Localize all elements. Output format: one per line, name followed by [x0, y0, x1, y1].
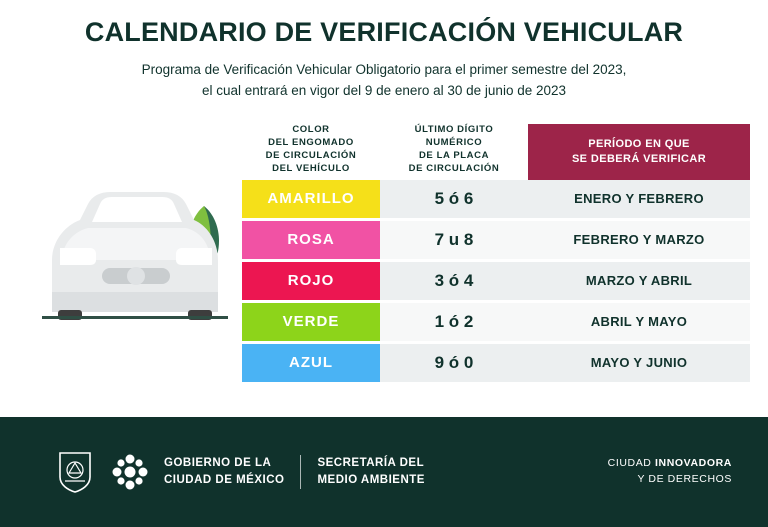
column-header-color-line3: DE CIRCULACIÓN	[265, 149, 357, 161]
national-shield-icon	[58, 451, 92, 493]
government-name-line2: CIUDAD DE MÉXICO	[164, 474, 285, 486]
cell-period: FEBRERO Y MARZO	[528, 221, 750, 259]
column-header-color-line2: DEL ENGOMADO	[268, 137, 354, 149]
column-header-color	[242, 124, 380, 179]
secretariat-name-line1: SECRETARÍA DEL	[317, 457, 425, 470]
column-header-period-line1: PERÍODO EN QUE	[588, 137, 690, 150]
cell-period: ABRIL Y MAYO	[528, 303, 750, 341]
subtitle-line-2: el cual entrará en vigor del 9 de enero al 30 de junio de 2023	[201, 82, 566, 98]
calendar-table	[242, 108, 750, 385]
cell-color: ROSA	[242, 221, 380, 259]
column-header-period	[528, 124, 750, 180]
cell-digit: 9 ó 0	[380, 344, 528, 382]
cell-digit: 5 ó 6	[380, 180, 528, 218]
footer-slogan-line2: Y DE DERECHOS	[637, 473, 732, 485]
column-header-digit-line4: DE CIRCULACIÓN	[408, 162, 500, 174]
body-area	[0, 102, 768, 402]
footer-divider	[300, 455, 301, 489]
cell-period: MAYO Y JUNIO	[528, 344, 750, 382]
table-row	[242, 303, 750, 341]
cell-period: MARZO Y ABRIL	[528, 262, 750, 300]
table-row	[242, 344, 750, 382]
government-name	[164, 455, 284, 488]
table-row	[242, 262, 750, 300]
column-header-digit-line1: ÚLTIMO DÍGITO	[414, 124, 494, 136]
cdmx-logo-icon	[110, 452, 150, 492]
column-header-digit	[380, 124, 528, 179]
cell-color: AMARILLO	[242, 180, 380, 218]
cell-color: AZUL	[242, 344, 380, 382]
footer-slogan-line1-bold: INNOVADORA	[655, 457, 732, 470]
footer-slogan	[608, 456, 732, 488]
secretariat-name-line2: MEDIO AMBIENTE	[317, 474, 425, 486]
car-illustration	[18, 164, 233, 329]
page-title: CALENDARIO DE VERIFICACIÓN VEHICULAR	[84, 17, 684, 47]
cell-color: VERDE	[242, 303, 380, 341]
cell-color: ROJO	[242, 262, 380, 300]
footer	[0, 417, 768, 527]
secretariat-name	[317, 455, 425, 488]
header	[0, 0, 768, 102]
subtitle-line-1: Programa de Verificación Vehicular Obligatorio para el primer semestre del 2023,	[141, 61, 627, 77]
cell-digit: 1 ó 2	[380, 303, 528, 341]
cell-digit: 7 u 8	[380, 221, 528, 259]
footer-slogan-line1-plain: CIUDAD	[607, 457, 656, 470]
column-header-period-line2: SE DEBERÁ VERIFICAR	[571, 152, 707, 165]
government-name-line1: GOBIERNO DE LA	[164, 457, 272, 470]
table-header-row	[242, 108, 750, 180]
table-row	[242, 221, 750, 259]
cell-period: ENERO Y FEBRERO	[528, 180, 750, 218]
table-row	[242, 180, 750, 218]
cell-digit: 3 ó 4	[380, 262, 528, 300]
footer-left	[58, 451, 425, 493]
column-header-color-line1: COLOR	[292, 124, 330, 136]
column-header-color-line4: DEL VEHÍCULO	[272, 162, 350, 174]
column-header-digit-line2: NUMÉRICO	[425, 137, 483, 149]
column-header-digit-line3: DE LA PLACA	[418, 149, 490, 161]
